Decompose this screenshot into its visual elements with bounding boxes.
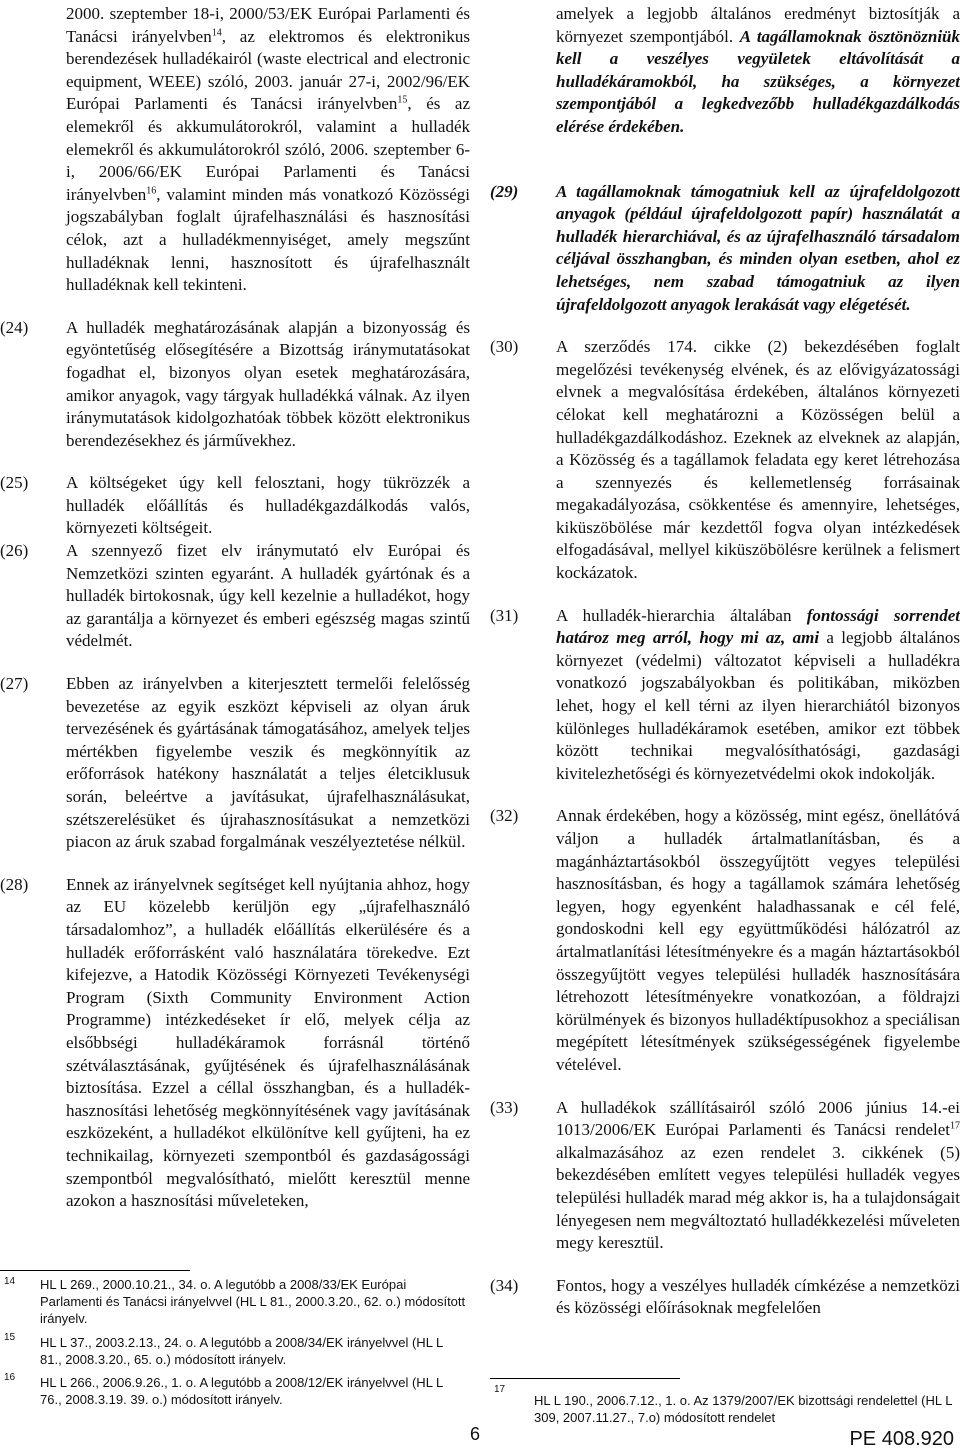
recital-29	[490, 181, 960, 317]
recital-31	[490, 605, 960, 786]
footnote-14: HL L 269., 2000.10.21., 34. o. A legutóbb a 2008/33/EK Európai Parlamenti és Tanácsi irányelvvel (HL L 81., 2000.3.20., 62. o.) módosított irányelv.	[40, 1277, 466, 1326]
recital-text-pre: A hulladék-hierarchia általában	[556, 605, 807, 625]
left-column	[0, 3, 470, 1213]
footnote-mark: 14	[4, 1276, 16, 1287]
recital-30	[490, 336, 960, 585]
recital-text: Ennek az irányelvnek segítséget kell nyújtania ahhoz, hogy az EU közelebb kerüljön egy „újrafelhasználó társadalomhoz”, a hulladék előállítás elkerülésére és a hulladék erőforrásként való használatára törekedve. Ezt kifejezve, a Hatodik Közösségi Környezeti Tevékenységi Program (Sixth Community Environment Action Programme) intézkedéseket ír elő, melyek célja az elsőbbségi hulladékáramok forrásnál történő szétválasztásának, gyűjtésének és újrafelhasználásának biztosítása. Ezzel a céllal összhangban, és a hulladék-hasznosítási lehetőség megkönnyítésének vagy javításának eszközeként, a hulladékot elkülönítve kell gyűjteni, ha ez technikailag, környezeti szempontból és gazdaságossági szempontból megvalósítható, mielőtt keresztül menne azokon a hasznosítási műveleteken,	[66, 874, 470, 1211]
recital-text-pre: A hulladékok szállításairól szóló 2006 június 14.-ei 1013/2006/EK Európai Parlamenti és Tanácsi rendelet	[556, 1097, 960, 1140]
intro-part-3: , és az elemekről és akkumulátorokról, valamint a hulladék elemekről és akkumulátorokról szóló, 2006. szeptember 6-i, 2006/66/EK Európai Parlamenti és Tanácsi irányelvben	[66, 94, 470, 204]
recital-34	[490, 1275, 960, 1320]
footnote-ref-15[interactable]: 15	[397, 94, 408, 106]
footnote-mark: 16	[4, 1372, 16, 1383]
footnote-ref-17[interactable]: 17	[950, 1120, 960, 1132]
recital-33	[490, 1097, 960, 1255]
page-number: 6	[470, 1424, 481, 1444]
recital-25	[0, 472, 470, 540]
recital-27	[0, 673, 470, 854]
footnote-15: HL L 37., 2003.2.13., 24. o. A legutóbb a 2008/34/EK irányelvvel (HL L 81., 2008.3.20., 65. o.) módosított irányelv.	[40, 1335, 443, 1367]
recital-number: (24)	[0, 317, 29, 337]
recital-24	[0, 317, 470, 453]
recital-text: A hulladék meghatározásának alapján a bizonyosság és egyöntetűség elősegítésére a Bizottság iránymutatásokat fogadhat el, bizonyos olyan esetek meghatározására, amikor anyagok, vagy tárgyak hulladékká válnak. Az ilyen iránymutatások kidolgozhatóak többek között elektronikus berendezésekhez és járművekhez.	[66, 317, 470, 450]
recital-text: Annak érdekében, hogy a közösség, mint egész, önellátóvá váljon a hulladék ártalmatlanításban, és a magánháztartásokból összegyűjtött vegyes települési hasznosításban, és hogy a tagállamok számára lehetőség legyen, hogy egyenként haladhassanak e cél felé, gondoskodni kell egy együttműködési hálózatról az ártalmatlanítási létesítményekre és a magán háztartásokból összegyűjtött vegyes települési hulladék hasznosítására létrehozott létesítményekre vonatkozóan, a földrajzi körülmények és bizonyos hulladéktípusokhoz a speciálisan megépített létesítmények szükségességének figyelembe vételével.	[556, 806, 960, 1074]
intro-part-4: , valamint minden más vonatkozó Közösségi jogszabályban foglalt újrafelhasználási és hasznosítási célok, azt a hulladékmennyiséget, amely megszűnt hulladéknak lenni, hasznosított és újrafelhasznált hulladéknak kell tekinteni.	[66, 184, 470, 295]
recital-text-post: a legjobb általános környezet (védelmi) változatot képviseli a hulladékra vonatkozó jogszabályokban és politikában, miközben lehet, hogy el kell térni az ilyen hierarchiától bizonyos különleges hulladékáramok esetében, amikor ezt többek között technikai megvalósíthatósági, gazdasági kivitelezhetőségi és környezetvédelmi okok indokolják.	[556, 628, 960, 783]
footnote-mark: 17	[494, 1384, 506, 1395]
recital-26	[0, 540, 470, 653]
recital-text: Ebben az irányelvben a kiterjesztett termelői felelősség bevezetése az egyik eszközt képviseli az olyan áruk tervezésének és gyártásának támogatásához, amelyek teljes mértékben figyelembe veszik és megkönnyítik az erőforrások hatékony használatát a teljes életciklusuk során, beleértve a javításukat, újrafelhasználásukat, szétszerelésüket és újrahasznosításukat a nemzetközi piacon az áruk szabad forgalmának veszélyeztetése nélkül.	[66, 674, 470, 852]
footnote-rule	[0, 1270, 190, 1271]
footnote-ref-14[interactable]: 14	[211, 26, 222, 38]
recital-number: (28)	[0, 874, 29, 894]
footnote-17: HL L 190., 2006.7.12., 1. o. Az 1379/2007/EK bizottsági rendelettel (HL L 309, 2007.11.27., 7.o) módosított rendelet	[534, 1393, 952, 1425]
recital-text-post: alkalmazásához az ezen rendelet 3. cikkének (5) bekezdésében említett vegyes települési hulladék vegyes települési hulladék marad még akkor is, ha a tulajdonságait lényegesen nem megváltoztató hulladékkezelési műveleten megy keresztül.	[556, 1142, 960, 1253]
recital-number: (27)	[0, 674, 29, 694]
recital-28-continuation	[490, 3, 960, 139]
recital-text-amendment: fontossági sorrendet határoz meg arról, hogy mi az, ami	[556, 605, 960, 648]
recital-text: A költségeket úgy kell felosztani, hogy tükrözzék a hulladék előállítás és hulladékgazdálkodás valós, környezeti költségeit.	[66, 473, 470, 538]
recital-continuation	[0, 3, 470, 297]
recital-text: Fontos, hogy a veszélyes hulladék címkézése a nemzetközi és közösségi előírásoknak megfelelően	[556, 1275, 960, 1318]
intro-part-1: 2000. szeptember 18-i, 2000/53/EK Európai Parlamenti és Tanácsi irányelvben	[66, 4, 470, 46]
footnote-mark: 15	[4, 1332, 16, 1343]
recital-text: A szerződés 174. cikke (2) bekezdésében foglalt megelőzési tevékenység elvének, és az elővigyázatossági elvnek a megvalósítása érdekében, általános környezeti célokat kell meghatározni a Közösségen belül a hulladékgazdálkodáshoz. Ezeknek az elveknek az alapján, a Közösség és a tagállamok feladata egy keret létrehozása a szennyezés és kellemetlenség forrásainak megakadályozása, csökkentése és amennyire, lehetséges, kiküszöbölése már kezdettől fogva olyan intézkedések elfogadásával, mellyel kiküszöbölésre kerülnek a felismert kockázatok.	[556, 337, 960, 583]
footnote-rule	[490, 1378, 680, 1379]
recital-text: A tagállamoknak támogatniuk kell az újrafeldolgozott anyagok (például újrafeldolgozott papír) használatát a hulladék hierarchiával, és az újrafelhasználó társadalom céljával összhangban, és minden olyan esetben, ahol ez lehetséges, nem szabad támogatniuk az ilyen újrafeldolgozott anyagok lerakását vagy elégetését.	[556, 181, 960, 314]
recital-number: (30)	[490, 337, 519, 357]
recital-number: (34)	[490, 1275, 519, 1295]
intro-part-2: , az elektromos és elektronikus berendezések hulladékairól (waste electrical and electronic equipment, WEEE) szóló, 2003. január 27-i, 2002/96/EK Európai Parlamenti és Tanácsi irányelvben	[66, 26, 470, 114]
recital-number: (25)	[0, 473, 29, 493]
continuation-amendment: A tagállamoknak ösztönözniük kell a veszélyes vegyületek eltávolítását a hulladékáramokból, ha szükséges, a környezet szempontjából a legkedvezőbb hulladékgazdálkodás elérése érdekében.	[556, 26, 960, 136]
footnote-16: HL L 266., 2006.9.26., 1. o. A legutóbb a 2008/12/EK irányelvvel (HL L 76., 2008.3.19. 39. o.) módosított irányelv.	[40, 1375, 443, 1407]
footnote-ref-16[interactable]: 16	[146, 185, 157, 197]
document-reference: PE 408.920	[849, 1428, 954, 1450]
continuation-text: amelyek a legjobb általános eredményt biztosítják a környezet szempontjából.	[556, 4, 960, 46]
recital-number: (32)	[490, 806, 519, 826]
right-column	[490, 3, 960, 1320]
recital-number: (29)	[490, 181, 519, 201]
recital-32	[490, 805, 960, 1076]
recital-text: A szennyező fizet elv iránymutató elv Európai és Nemzetközi szinten egyaránt. A hulladék gyártónak és a hulladék birtokosnak, úgy kell kezelnie a hulladékot, hogy az garantálja a környezet és emberi egészség magas szintű védelmét.	[66, 541, 470, 651]
recital-number: (31)	[490, 605, 519, 625]
recital-number: (26)	[0, 541, 29, 561]
recital-number: (33)	[490, 1097, 519, 1117]
recital-28	[0, 874, 470, 1213]
